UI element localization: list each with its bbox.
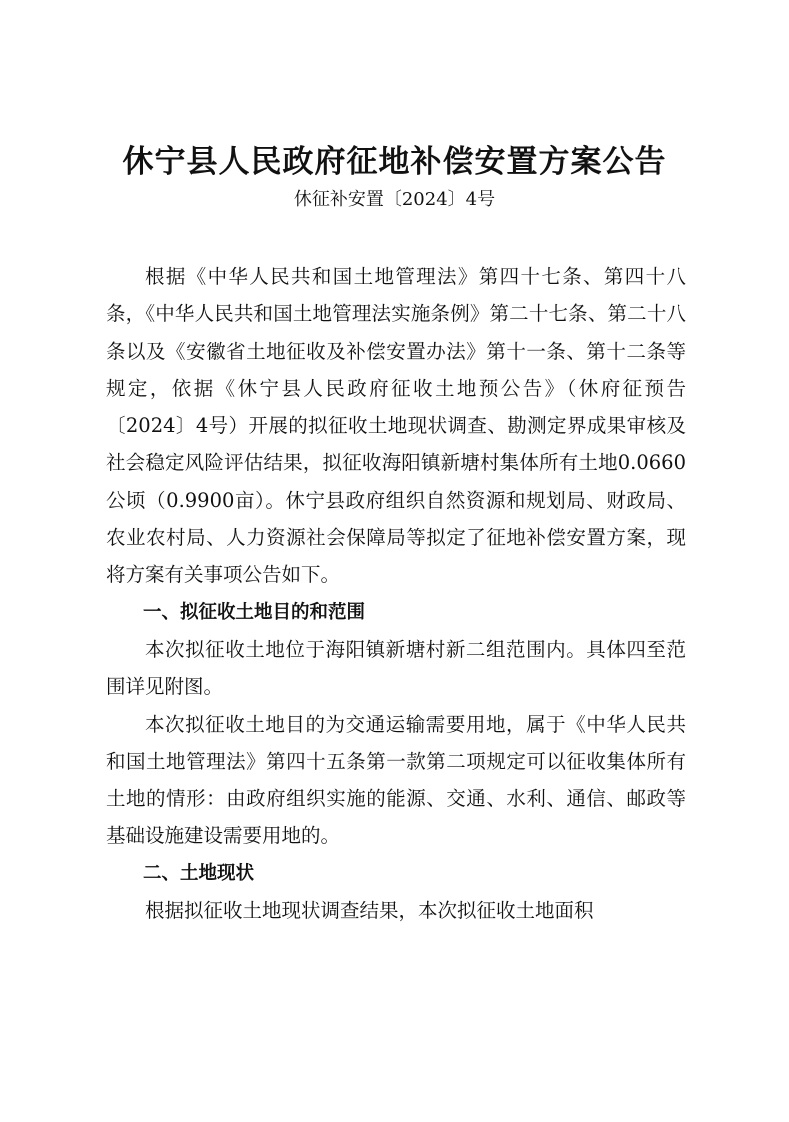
section-2-paragraph-1: 根据拟征收土地现状调查结果，本次拟征收土地面积 — [145, 899, 594, 923]
section-2-heading: 二、土地现状 — [143, 862, 255, 884]
section-1-heading: 一、拟征收土地目的和范围 — [143, 601, 366, 623]
document-number: 休征补安置〔2024〕4号 — [293, 189, 496, 210]
intro-paragraph: 根据《中华人民共和国土地管理法》第四十七条、第四十八条，《中华人民共和国土地管理法实施条例》第二十七条、第二十八条以及《安徽省土地征收及补偿安置办法》第十一条、第十二条等规定，依据《休宁县人民政府征收土地预公告》（休府征预告〔2024〕4号）开展的拟征收土地现状调查、勘测定界成果审核及社会稳定风险评估结果，拟征收海阳镇新塘村集体所有土地0.0660公顷（0.9900亩）。休宁县政府组织自然资源和规划局、财政局、农业农村局、人力资源社会保障局等拟定了征地补偿安置方案，现将方案有关事项公告如下。 — [106, 265, 686, 587]
section-1-paragraph-1: 本次拟征收土地位于海阳镇新塘村新二组范围内。具体四至范围详见附图。 — [106, 637, 686, 699]
document-title: 休宁县人民政府征地补偿安置方案公告 — [122, 144, 667, 180]
document-body — [106, 258, 686, 929]
section-1-paragraph-2: 本次拟征收土地目的为交通运输需要用地，属于《中华人民共和国土地管理法》第四十五条第一款第二项规定可以征收集体所有土地的情形：由政府组织实施的能源、交通、水利、通信、邮政等基础设施建设需要用地的。 — [106, 712, 686, 848]
